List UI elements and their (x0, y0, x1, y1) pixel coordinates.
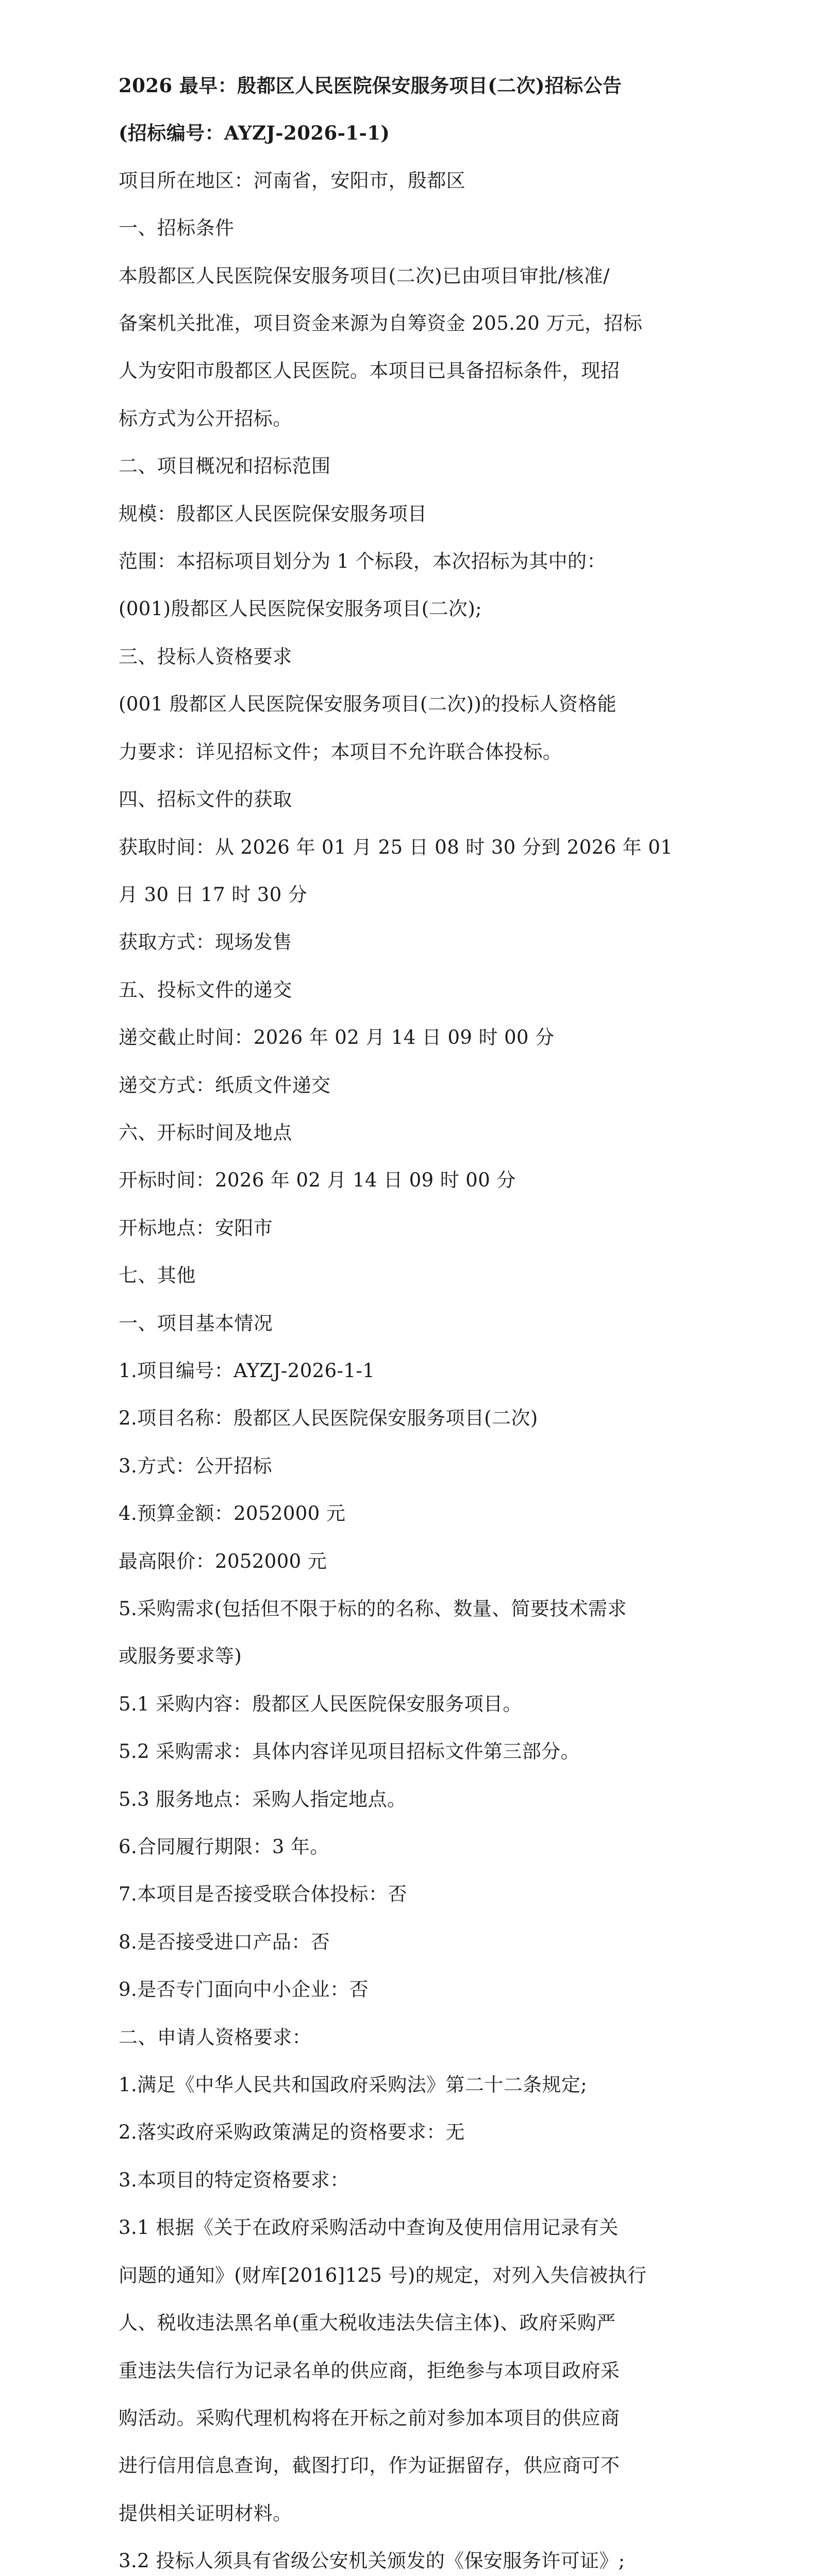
announcement-body (119, 62, 701, 2576)
text-line: 2026 最早：殷都区人民医院保安服务项目(二次)招标公告 (119, 74, 622, 97)
text-line: 6.合同履行期限：3 年。 (119, 1836, 329, 1858)
text-line: 规模：殷都区人民医院保安服务项目 (119, 502, 427, 525)
text-line: 5.3 服务地点：采购人指定地点。 (119, 1788, 407, 1810)
text-line: 购活动。采购代理机构将在开标之前对参加本项目的供应商 (119, 2406, 620, 2429)
text-line: 4.预算金额：2052000 元 (119, 1502, 346, 1525)
text-line: 力要求：详见招标文件；本项目不允许联合体投标。 (119, 740, 562, 763)
text-line: 本殷都区人民医院保安服务项目(二次)已由项目审批/核准/ (119, 264, 610, 287)
text-line: 三、投标人资格要求 (119, 645, 292, 668)
text-line: 六、开标时间及地点 (119, 1121, 292, 1144)
text-line: 一、项目基本情况 (119, 1312, 273, 1334)
text-line: 3.1 根据《关于在政府采购活动中查询及使用信用记录有关 (119, 2216, 619, 2239)
text-line: 人为安阳市殷都区人民医院。本项目已具备招标条件，现招 (119, 360, 620, 382)
text-line: 项目所在地区：河南省，安阳市，殷都区 (119, 169, 466, 192)
text-line: 二、申请人资格要求： (119, 2026, 311, 2048)
text-line: 5.采购需求(包括但不限于标的的名称、数量、简要技术需求 (119, 1598, 627, 1620)
text-line: 五、投标文件的递交 (119, 978, 292, 1001)
text-line: 7.本项目是否接受联合体投标：否 (119, 1883, 407, 1906)
text-line: 递交方式：纸质文件递交 (119, 1074, 331, 1096)
text-line: 3.2 投标人须具有省级公安机关颁发的《保安服务许可证》; (119, 2550, 625, 2572)
text-line: 3.方式：公开招标 (119, 1454, 272, 1477)
text-line: 或服务要求等) (119, 1645, 242, 1668)
text-line: 5.2 采购需求：具体内容详见项目招标文件第三部分。 (119, 1740, 580, 1763)
text-line: 开标地点：安阳市 (119, 1216, 273, 1239)
text-line: 提供相关证明材料。 (119, 2502, 292, 2524)
text-line: 四、招标文件的获取 (119, 788, 292, 811)
text-line: 一、招标条件 (119, 217, 235, 240)
text-line: 5.1 采购内容：殷都区人民医院保安服务项目。 (119, 1692, 522, 1715)
text-line: 获取时间：从 2026 年 01 月 25 日 08 时 30 分到 2026 年 01 (119, 836, 673, 858)
text-line: 1.项目编号：AYZJ-2026-1-1 (119, 1359, 375, 1382)
text-line: 备案机关批准，项目资金来源为自筹资金 205.20 万元，招标 (119, 312, 643, 335)
text-line: 月 30 日 17 时 30 分 (119, 883, 308, 906)
text-line: 标方式为公开招标。 (119, 407, 292, 430)
text-line: 2.项目名称：殷都区人民医院保安服务项目(二次) (119, 1407, 538, 1430)
text-line: 进行信用信息查询，截图打印，作为证据留存，供应商可不 (119, 2454, 620, 2477)
text-line: 人、税收违法黑名单(重大税收违法失信主体)、政府采购严 (119, 2312, 616, 2334)
text-line: 2.落实政府采购政策满足的资格要求：无 (119, 2121, 465, 2144)
text-line: 8.是否接受进口产品：否 (119, 1930, 330, 1953)
text-line: (001)殷都区人民医院保安服务项目(二次); (119, 598, 482, 620)
text-line: 范围：本招标项目划分为 1 个标段，本次招标为其中的： (119, 550, 606, 573)
text-line: 最高限价：2052000 元 (119, 1550, 327, 1572)
text-line: 3.本项目的特定资格要求： (119, 2168, 349, 2191)
text-line: 问题的通知》(财库[2016]125 号)的规定，对列入失信被执行 (119, 2264, 647, 2286)
text-line: 七、其他 (119, 1264, 196, 1287)
text-line: 9.是否专门面向中小企业：否 (119, 1978, 369, 2001)
text-line: 重违法失信行为记录名单的供应商，拒绝参与本项目政府采 (119, 2359, 620, 2382)
text-line: 二、项目概况和招标范围 (119, 455, 331, 478)
text-line: 获取方式：现场发售 (119, 931, 292, 954)
text-line: 1.满足《中华人民共和国政府采购法》第二十二条规定; (119, 2074, 588, 2096)
text-line: 递交截止时间：2026 年 02 月 14 日 09 时 00 分 (119, 1026, 555, 1049)
text-line: 开标时间：2026 年 02 月 14 日 09 时 00 分 (119, 1169, 516, 1192)
text-line: (001 殷都区人民医院保安服务项目(二次))的投标人资格能 (119, 693, 617, 716)
text-line: (招标编号：AYZJ-2026-1-1) (119, 122, 390, 145)
